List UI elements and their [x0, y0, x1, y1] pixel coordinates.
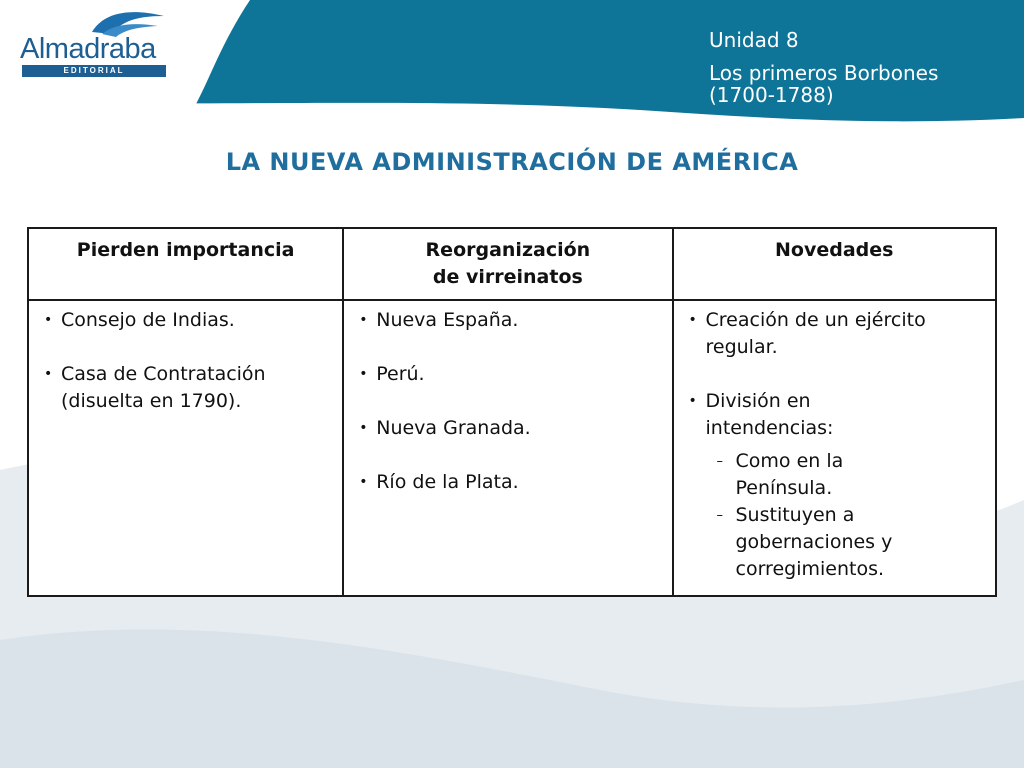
list-item: • Nueva España. — [352, 307, 663, 334]
column-header-reorganizacion — [343, 228, 672, 300]
unit-subtitle-dates: (1700-1788) — [709, 83, 834, 107]
list-pierden — [37, 307, 334, 415]
column-header-pierden — [28, 228, 343, 300]
column-header-novedades — [673, 228, 997, 300]
list-item: • Perú. — [352, 361, 663, 388]
item-text: – Como en la — [735, 450, 844, 472]
cell-pierden — [28, 300, 343, 596]
cell-novedades — [673, 300, 997, 596]
list-item — [37, 307, 334, 334]
item-text: Península. — [735, 477, 833, 499]
table-body-row — [28, 300, 996, 596]
list-virreinatos — [352, 307, 663, 496]
header-label: Pierden importancia — [76, 239, 295, 261]
item-text: • División en — [705, 390, 811, 412]
list-item — [682, 388, 988, 583]
item-text: • Consejo de Indias. — [61, 309, 235, 331]
header-label: Reorganización — [425, 239, 591, 261]
item-text: (disuelta en 1790). — [61, 390, 242, 412]
item-text: • Creación de un ejército — [705, 309, 926, 331]
sub-list-item — [706, 448, 988, 502]
publisher-logo — [20, 8, 170, 80]
logo-wordmark: Almadraba — [20, 33, 156, 65]
item-text: intendencias: — [705, 417, 834, 439]
header-label: de virreinatos — [432, 266, 583, 288]
unit-subtitle-line: Los primeros Borbones — [709, 61, 939, 85]
logo-tagline: EDITORIAL — [22, 65, 166, 77]
list-item: • Nueva Granada. — [352, 415, 663, 442]
list-item — [37, 361, 334, 415]
item-text: – Sustituyen a — [735, 504, 855, 526]
item-text: gobernaciones y — [735, 531, 893, 553]
list-novedades — [682, 307, 988, 583]
item-text: corregimientos. — [735, 558, 885, 580]
administration-table — [27, 227, 997, 597]
list-item — [682, 307, 988, 361]
unit-subtitle — [709, 62, 938, 106]
list-item: • Río de la Plata. — [352, 469, 663, 496]
slide-title: LA NUEVA ADMINISTRACIÓN DE AMÉRICA — [225, 148, 799, 176]
sub-list-item — [706, 502, 988, 583]
header-label: Novedades — [775, 239, 894, 261]
cell-virreinatos — [343, 300, 672, 596]
unit-title: Unidad 8 — [709, 28, 799, 52]
table-header-row — [28, 228, 996, 300]
item-text: regular. — [705, 336, 778, 358]
sublist-intendencias — [706, 448, 988, 583]
item-text: • Casa de Contratación — [61, 363, 266, 385]
